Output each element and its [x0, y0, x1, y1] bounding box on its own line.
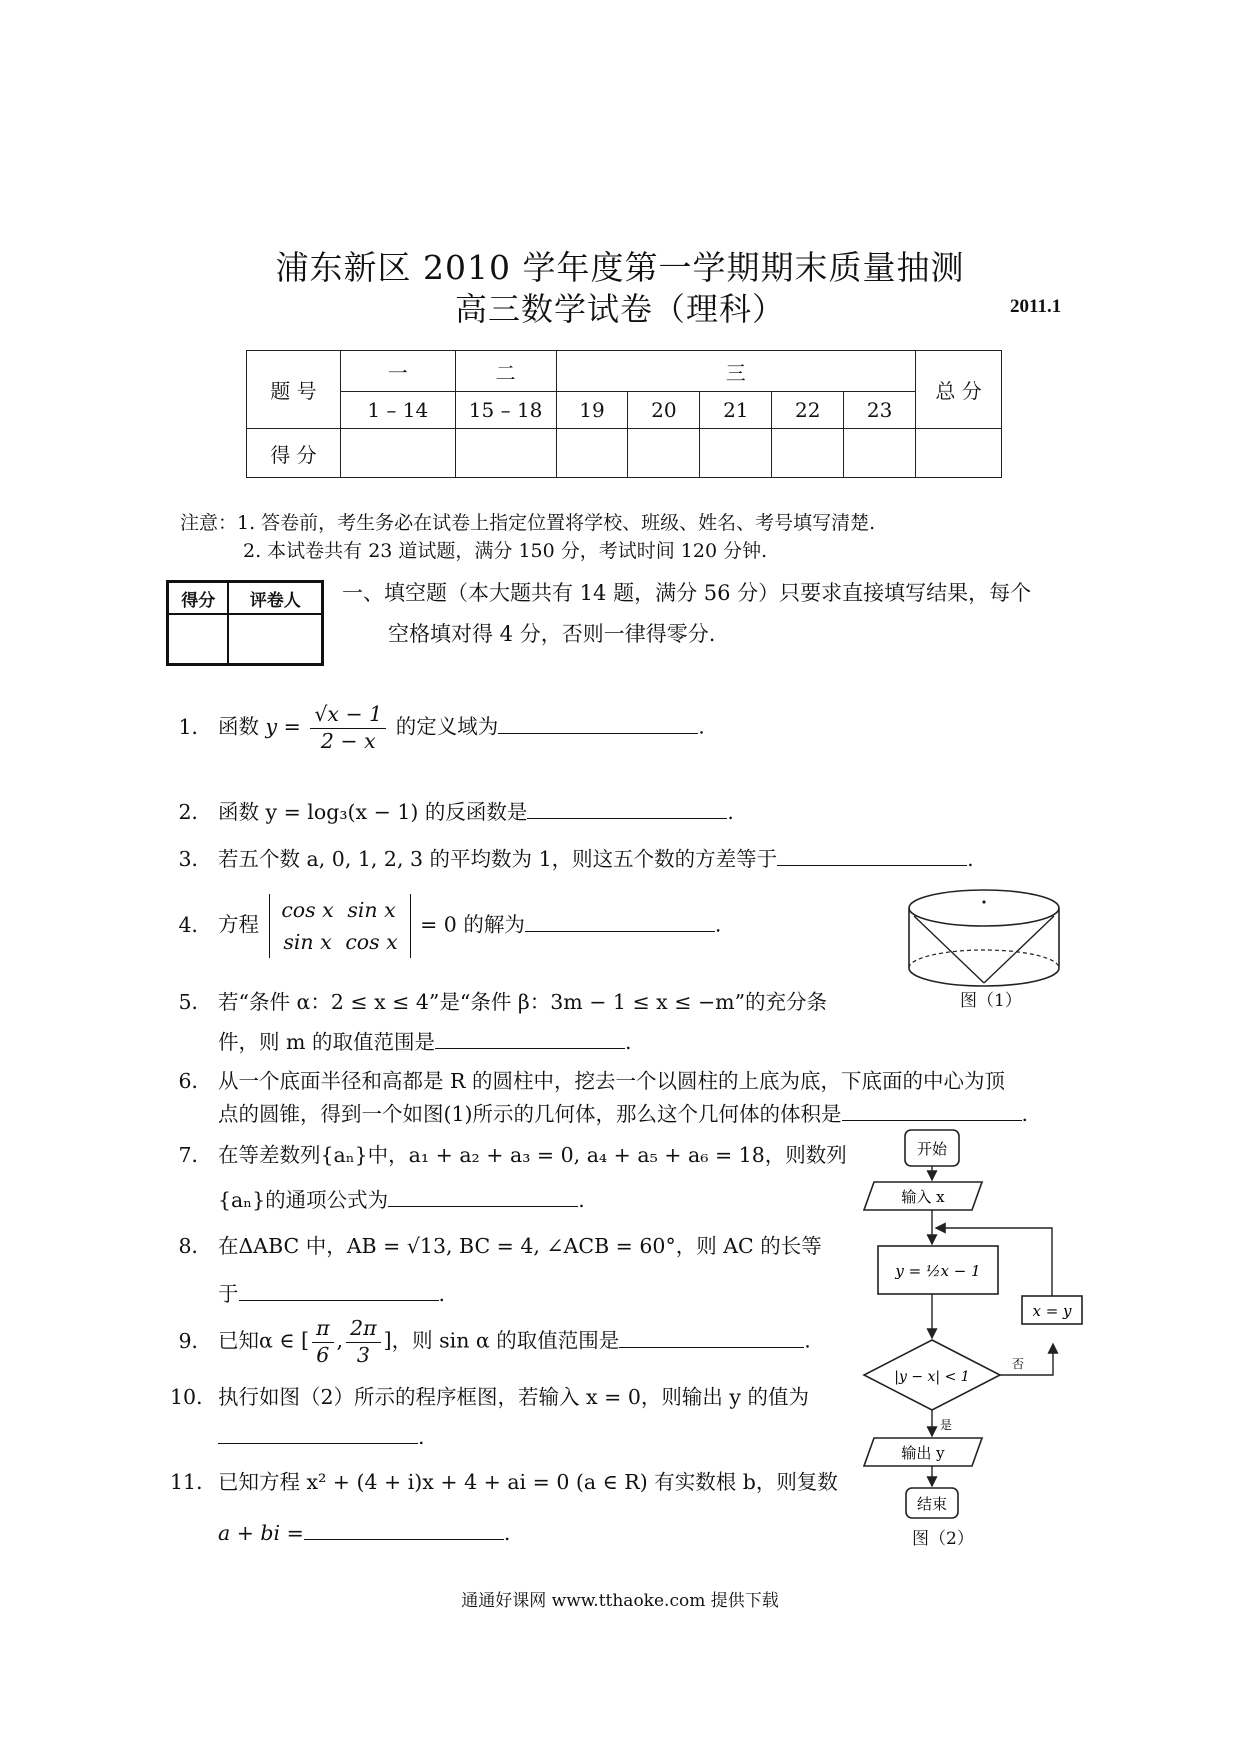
section-two-header: 二	[455, 351, 556, 392]
range-cell: 15 – 18	[455, 392, 556, 429]
section-heading: 一、填空题（本大题共有 14 题，满分 56 分）只要求直接填写结果，每个	[342, 581, 1032, 605]
question-5-cont: 件，则 m 的取值范围是 .	[218, 1030, 632, 1054]
question-8: 8． 在ΔABC 中，AB = √13, BC = 4, ∠ACB = 60°，则 AC 的长等	[178, 1234, 822, 1258]
figure-2-caption: 图（2）	[912, 1529, 974, 1549]
fraction: $\frac{√x - 1}{2 - x}$	[310, 702, 386, 754]
question-11-cont: a + bi = .	[218, 1521, 511, 1545]
fraction: $\frac{2\pi}{3}$	[346, 1316, 381, 1368]
answer-blank[interactable]	[304, 1538, 504, 1540]
flow-output-text: 输出 y	[901, 1444, 945, 1462]
notice	[180, 508, 875, 539]
score-entry-cell[interactable]	[844, 429, 916, 478]
range-cell: 22	[772, 392, 844, 429]
flow-assign-text: x = y	[1032, 1302, 1072, 1320]
range-cell: 23	[844, 392, 916, 429]
flow-process-text: y = ½x − 1	[895, 1262, 981, 1280]
question-7: 7． 在等差数列{aₙ}中，a₁ + a₂ + a₃ = 0, a₄ + a₅ + a₆ = 18，则数列	[178, 1143, 847, 1167]
range-cell: 1 – 14	[340, 392, 455, 429]
question-3: 3． 若五个数 a, 0, 1, 2, 3 的平均数为 1，则这五个数的方差等于 .	[178, 847, 974, 871]
flow-no-label: 否	[1012, 1357, 1025, 1371]
answer-blank[interactable]	[498, 732, 698, 734]
question-10-cont: .	[218, 1420, 425, 1454]
page-footer: 通通好课网 www.tthaoke.com 提供下载	[461, 1591, 779, 1611]
grader-box	[166, 580, 324, 666]
grader-name-label: 评卷人	[228, 582, 322, 615]
question-6: 6． 从一个底面半径和高都是 R 的圆柱中，挖去一个以圆柱的上底为底，下底面的中心为顶	[178, 1069, 1005, 1093]
figure-1-caption: 图（1）	[960, 991, 1022, 1011]
range-cell: 20	[628, 392, 700, 429]
flow-start-text: 开始	[916, 1140, 948, 1158]
section-heading-cont: 空格填对得 4 分，否则一律得零分.	[388, 622, 716, 646]
score-entry-cell[interactable]	[340, 429, 455, 478]
section-three-header: 三	[556, 351, 916, 392]
score-table	[246, 350, 1002, 478]
answer-blank[interactable]	[239, 1299, 439, 1301]
question-11: 11．已知方程 x² + (4 + i)x + 4 + ai = 0 (a ∈ R) 有实数根 b，则复数	[170, 1470, 838, 1494]
answer-blank[interactable]	[527, 817, 727, 819]
fraction: $\frac{\pi}{6}$	[312, 1316, 333, 1368]
flow-yes-label: 是	[940, 1418, 953, 1432]
question-9: 9． 已知α ∈ [ $\frac{\pi}{6}$ , $\frac{2\pi}{3}$ ]，则 sin α 的取值范围是 .	[178, 1316, 811, 1367]
question-2: 2． 函数 y = log₃(x − 1) 的反函数是 .	[178, 800, 734, 824]
question-1: 1． 函数 y = $\frac{√x - 1}{2 - x}$ 的定义域为 .	[178, 702, 705, 753]
answer-blank[interactable]	[218, 1442, 418, 1444]
section-one-header: 一	[340, 351, 455, 392]
score-row-label: 得 分	[247, 429, 341, 478]
score-entry-cell[interactable]	[700, 429, 772, 478]
flow-decision-text: |y − x| < 1	[894, 1369, 970, 1385]
total-score-header: 总 分	[916, 351, 1002, 429]
exam-title: 浦东新区 2010 学年度第一学期期末质量抽测	[275, 248, 965, 287]
determinant: cos x sin x sin x cos x	[269, 894, 411, 958]
range-cell: 19	[556, 392, 628, 429]
notice-label: 注意：	[180, 512, 238, 534]
notice-item: 2. 本试卷共有 23 道试题，满分 150 分，考试时间 120 分钟.	[243, 540, 768, 562]
score-entry-cell[interactable]	[556, 429, 628, 478]
flow-input-text: 输入 x	[901, 1188, 945, 1206]
question-4: 4． 方程 cos x sin x sin x cos x = 0 的解为 .	[170, 894, 721, 958]
answer-blank[interactable]	[435, 1047, 625, 1049]
range-cell: 21	[700, 392, 772, 429]
question-6-cont: 点的圆锥，得到一个如图(1)所示的几何体，那么这个几何体的体积是 .	[218, 1102, 1029, 1126]
notice-item: 1. 答卷前，考生务必在试卷上指定位置将学校、班级、姓名、考号填写清楚.	[237, 512, 876, 534]
answer-blank[interactable]	[777, 864, 967, 866]
exam-subtitle: 高三数学试卷（理科）	[454, 290, 785, 328]
answer-blank[interactable]	[619, 1346, 804, 1348]
answer-blank[interactable]	[388, 1205, 578, 1207]
grader-score-cell[interactable]	[168, 614, 229, 665]
answer-blank[interactable]	[842, 1119, 1022, 1121]
grader-name-cell[interactable]	[228, 614, 322, 665]
total-score-cell[interactable]	[916, 429, 1002, 478]
figure-2-flowchart	[850, 1128, 1090, 1548]
question-10: 10．执行如图（2）所示的程序框图，若输入 x = 0，则输出 y 的值为	[170, 1385, 809, 1409]
score-entry-cell[interactable]	[628, 429, 700, 478]
grader-score-label: 得分	[168, 582, 229, 615]
flow-end-text: 结束	[916, 1495, 948, 1513]
question-7-cont: {aₙ}的通项公式为 .	[218, 1188, 585, 1212]
score-entry-cell[interactable]	[772, 429, 844, 478]
score-entry-cell[interactable]	[455, 429, 556, 478]
answer-blank[interactable]	[525, 930, 715, 932]
exam-date: 2011.1	[1010, 296, 1062, 317]
question-8-cont: 于 .	[218, 1282, 446, 1306]
question-5: 5． 若“条件 α：2 ≤ x ≤ 4”是“条件 β：3m − 1 ≤ x ≤ −m”的充分条	[178, 990, 828, 1014]
question-number-header: 题 号	[247, 351, 341, 429]
